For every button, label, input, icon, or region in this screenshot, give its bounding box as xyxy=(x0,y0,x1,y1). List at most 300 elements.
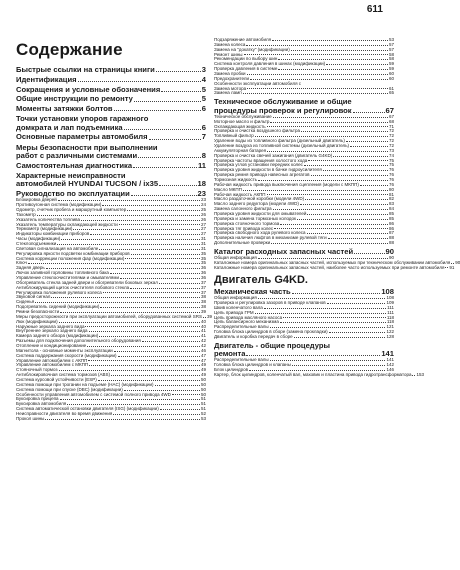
toc-leader-dots xyxy=(267,126,388,127)
toc-entry[interactable] xyxy=(214,241,394,246)
toc-entry-title: Удаление воды из топливного фильтра (дизельный двигатель) xyxy=(214,138,345,144)
toc-leader-dots xyxy=(243,93,388,94)
toc-leader-dots xyxy=(354,253,384,254)
toc-entry-page: 38 xyxy=(200,299,206,305)
toc-entry-title: Проверка стояночного тормоза xyxy=(214,220,280,226)
toc-entry-title-line1: Характерные неисправности xyxy=(16,170,126,180)
toc-entry-title: работ с различными системами xyxy=(16,150,138,160)
toc-leader-dots xyxy=(273,117,388,118)
toc-leader-dots xyxy=(304,165,388,166)
toc-entry-title: Блокировка дверей xyxy=(16,197,57,203)
toc-entry-title: Замена на "докатку" (модификации) xyxy=(214,46,290,52)
toc-leader-dots xyxy=(247,88,388,89)
toc-entry-title: Замена пробки xyxy=(214,71,246,77)
toc-entry-title: Картер, блок цилиндров, коленчатый вал, маховик и пластина привода гидротрансформатора xyxy=(214,372,412,378)
toc-entry-page: 88 xyxy=(388,240,394,246)
toc-leader-dots xyxy=(264,308,386,309)
toc-entry-title: домкрата и лап подъемника xyxy=(16,122,123,132)
toc-entry-page: 75 xyxy=(388,162,394,168)
toc-entry-title: Тормозная жидкость xyxy=(214,177,258,183)
toc-leader-dots xyxy=(360,185,388,186)
toc-entry-page: 51 xyxy=(200,406,206,412)
toc-entry-page: 50 xyxy=(200,381,206,387)
toc-entry-title: Проверка и регулировка зазоров в приводе клапанов xyxy=(214,300,326,306)
toc-entry-title: Особенности эксплуатации автомобиля с xyxy=(214,80,302,86)
toc-leader-dots xyxy=(110,273,200,274)
toc-leader-dots xyxy=(267,151,388,152)
toc-entry-page: 72 xyxy=(388,143,394,148)
toc-leader-dots xyxy=(308,160,388,161)
toc-leader-dots xyxy=(125,258,200,259)
toc-entry-title: Проверка уровня жидкости в бачке гидроусилителя xyxy=(214,167,322,173)
toc-entry-title: Буксировка автомобиля xyxy=(16,401,67,407)
toc-leader-dots xyxy=(326,64,388,65)
toc-entry[interactable] xyxy=(16,66,206,74)
toc-leader-dots xyxy=(119,224,200,225)
toc-leader-dots xyxy=(243,190,388,191)
toc-leader-dots xyxy=(159,283,200,284)
toc-leader-dots xyxy=(294,337,386,338)
toc-entry-title: Проверка ремня привода навесных агрегатов xyxy=(214,172,310,178)
toc-leader-dots xyxy=(278,69,388,70)
toc-entry-page: 75 xyxy=(388,157,394,163)
toc-entry-title: Регулировка яркости подсветки комбинации приборов xyxy=(16,250,130,256)
toc-entry-page: 50 xyxy=(200,391,206,397)
toc-entry-title: Моторное масло и фильтр xyxy=(214,118,270,124)
toc-entry[interactable] xyxy=(16,105,206,113)
toc-left-column xyxy=(16,26,212,422)
toc-entry-page: 7 xyxy=(201,132,206,142)
toc-entry[interactable] xyxy=(214,98,394,115)
toc-leader-dots xyxy=(323,170,388,171)
toc-entry-title: Каталожные номера оригинальных запасных частей, используемых при техническом обслуживании автомобиля xyxy=(214,259,451,265)
toc-entry-page: 40 xyxy=(200,323,206,329)
toc-leader-dots xyxy=(247,74,388,75)
toc-entry-page: 41 xyxy=(200,328,206,334)
toc-leader-dots xyxy=(89,331,200,332)
toc-entry-page: 86 xyxy=(388,225,394,231)
toc-entry-page: 23 xyxy=(197,189,206,199)
toc-leader-dots xyxy=(280,322,386,323)
toc-leader-dots xyxy=(255,313,387,314)
toc-entry-title: Каталожные номера оригинальных запасных частей, наиболее часто используемых при ремонте автомобиля xyxy=(214,264,445,270)
toc-entry-title: Система коррекции положения фар (модификации) xyxy=(16,255,125,261)
toc-entry-page: 109 xyxy=(386,300,394,306)
toc-entry-title: Рекомендации по выбору шин xyxy=(214,56,278,62)
toc-entry-title: Подогреватель сидений (модификации) xyxy=(16,304,100,310)
toc-leader-dots xyxy=(103,292,200,293)
toc-entry[interactable] xyxy=(214,335,394,340)
toc-leader-dots xyxy=(249,370,385,371)
toc-leader-dots xyxy=(60,399,200,400)
toc-entry-page: 6 xyxy=(201,104,206,114)
toc-entry-title: Ремни безопасности xyxy=(16,309,60,315)
toc-entry-title: Неисправности двигателя во время движения xyxy=(16,411,113,417)
toc-entry-title: Проверка свободного хода рулевого колеса xyxy=(214,230,306,236)
toc-entry-title: Удаление воздуха из топливной системы (дизельный двигатель) xyxy=(214,143,350,148)
toc-leader-dots xyxy=(37,215,200,216)
toc-entry-page: 26 xyxy=(200,216,206,222)
toc-right-list xyxy=(214,37,460,378)
toc-entry[interactable] xyxy=(16,417,206,422)
toc-entry-page: 74 xyxy=(388,152,394,158)
toc-entry-page: 51 xyxy=(200,396,206,402)
toc-leader-dots xyxy=(246,45,388,46)
toc-entry-title: Техническое обслуживание xyxy=(214,113,272,119)
toc-leader-dots xyxy=(28,263,200,264)
toc-entry-page: 36 xyxy=(200,270,206,276)
toc-leader-dots xyxy=(81,220,200,221)
toc-entry-page: 90 xyxy=(388,254,394,260)
toc-entry-title: Замена колеса xyxy=(214,41,246,47)
toc-entry-title: Обогреватель стекла задней двери и обогреватели боковых зеркал xyxy=(16,279,158,285)
toc-entry-page: 27 xyxy=(200,231,206,237)
toc-leader-dots xyxy=(250,79,388,80)
toc-leader-dots xyxy=(118,356,200,357)
toc-entry-page: 76 xyxy=(388,181,394,187)
toc-entry-page: 76 xyxy=(388,172,394,178)
toc-entry-page: 52 xyxy=(200,411,206,417)
toc-entry[interactable] xyxy=(16,86,206,94)
toc-entry-title: Антиблокирующий щиток очистителя лобового стекла xyxy=(16,284,130,290)
toc-entry-page: 27 xyxy=(200,221,206,227)
toc-leader-dots xyxy=(311,175,388,176)
toc-entry-title: Система поддержания скорости (модификации) xyxy=(16,352,117,358)
toc-entry-page: 53 xyxy=(388,37,394,42)
toc-entry-title: Звуковой сигнал xyxy=(16,294,51,300)
toc-entry[interactable] xyxy=(16,133,206,141)
toc-leader-dots xyxy=(131,254,200,255)
toc-entry-title: Проверка тяг привода колес xyxy=(214,225,274,231)
toc-leader-dots xyxy=(297,219,388,220)
toc-entry-page: 118 xyxy=(386,314,394,320)
toc-entry-page: 108 xyxy=(381,287,394,296)
toc-entry-page: 111 xyxy=(387,309,394,315)
toc-entry-title: Одометр, счетчик пробега и маршрутный компьютер xyxy=(16,206,127,212)
toc-entry-title: Стеклоподъемники xyxy=(16,240,57,246)
toc-entry[interactable] xyxy=(214,91,394,96)
toc-entry-title: Термометр (модификации) xyxy=(16,226,73,232)
toc-entry-title: Масло раздаточной коробки (модели 4WD) xyxy=(214,196,305,202)
toc-leader-dots xyxy=(329,332,386,333)
toc-entry-page: 59 xyxy=(388,66,394,72)
toc-entry-title: Противоугонная система (модификации) xyxy=(16,202,102,208)
toc-leader-dots xyxy=(114,351,200,352)
toc-leader-dots xyxy=(159,185,196,186)
toc-leader-dots xyxy=(35,302,200,303)
toc-entry-page: 67 xyxy=(388,113,394,119)
toc-leader-dots xyxy=(328,238,388,239)
toc-entry-page: 35 xyxy=(200,260,206,266)
toc-entry-title: Наружные зеркала заднего вида xyxy=(16,323,85,329)
toc-entry-page: 142 xyxy=(386,362,394,368)
toc-entry-page: 85 xyxy=(388,211,394,217)
toc-leader-dots xyxy=(280,224,388,225)
toc-entry-page: 3 xyxy=(201,65,206,74)
toc-leader-dots xyxy=(270,327,386,328)
toc-entry-title: Магнитола - основные моменты эксплуатации xyxy=(16,347,113,353)
toc-entry-title: Механическая часть xyxy=(214,287,291,296)
toc-entry-page: 27 xyxy=(200,226,206,232)
toc-entry-page: 5 xyxy=(201,84,206,94)
toc-entry-title: Масло заднего редуктора (модели 4WD) xyxy=(214,201,299,207)
toc-entry-title: Управление автомобилем с МКПП xyxy=(16,362,89,368)
toc-entry-title: Дополнительные проверки xyxy=(214,240,271,246)
toc-entry-page: 141 xyxy=(386,357,394,363)
toc-entry-page: 41 xyxy=(200,333,206,339)
toc-entry-page: 68 xyxy=(388,118,394,124)
toc-left-list xyxy=(16,65,212,422)
toc-entry-page: 49 xyxy=(200,372,206,378)
toc-entry-title-line1: Точки установки упоров гаражного xyxy=(16,114,149,124)
toc-entry-page: 90 xyxy=(455,259,460,265)
toc-entry-page: 36 xyxy=(200,265,206,271)
toc-entry-title: Разъемы для подключения дополнительного оборудования xyxy=(16,338,141,344)
toc-entry-page: 11 xyxy=(197,160,206,170)
toc-leader-dots xyxy=(258,298,386,299)
toc-leader-dots xyxy=(59,322,200,323)
toc-entry-page: 36 xyxy=(200,275,206,280)
toc-entry-page: 65 xyxy=(388,90,394,96)
toc-leader-dots xyxy=(124,129,201,130)
toc-leader-dots xyxy=(114,110,201,111)
toc-entry-page: 67 xyxy=(385,105,394,115)
toc-entry-page: 111 xyxy=(387,304,394,310)
toc-entry-page: 50 xyxy=(200,386,206,392)
toc-entry[interactable] xyxy=(16,144,206,161)
toc-leader-dots xyxy=(300,204,388,205)
toc-leader-dots xyxy=(246,355,380,356)
toc-entry-title-line1: Техническое обслуживание и общие xyxy=(214,97,352,107)
toc-entry-title: Камера заднего обзора (модификации) xyxy=(16,333,99,339)
toc-leader-dots xyxy=(160,409,200,410)
toc-entry-title: Цепь привода масляного насоса xyxy=(214,314,283,320)
toc-leader-dots xyxy=(274,228,388,229)
toc-entry-page: 4 xyxy=(201,74,206,84)
toc-entry-page: 76 xyxy=(388,177,394,183)
toc-entry-title: Отопление и кондиционирование xyxy=(16,343,87,349)
toc-entry-page: 118 xyxy=(386,319,394,325)
toc-leader-dots xyxy=(46,268,200,269)
toc-entry-page: 84 xyxy=(388,206,394,212)
toc-entry[interactable] xyxy=(16,115,206,132)
toc-leader-dots xyxy=(161,91,201,92)
toc-entry-title: Проверка частоты вращения холостого хода xyxy=(214,157,308,163)
toc-entry-title: Рабочая жидкость АКПП xyxy=(214,191,266,197)
toc-entry-page: 31 xyxy=(200,236,206,242)
toc-entry-page: 83 xyxy=(388,201,394,207)
toc-entry-page: 57 xyxy=(388,46,394,52)
toc-leader-dots xyxy=(412,375,415,376)
toc-entry-title: Замена ламп xyxy=(214,90,242,96)
toc-entry-page: 37 xyxy=(200,289,206,295)
toc-entry-page: 49 xyxy=(200,362,206,368)
toc-entry-title: Цепь привода ГРМ xyxy=(214,309,254,315)
toc-leader-dots xyxy=(85,326,200,327)
toc-entry-page: 58 xyxy=(388,56,394,62)
toc-entry-page: 85 xyxy=(388,215,394,221)
toc-leader-dots xyxy=(156,71,201,72)
toc-entry-page: 31 xyxy=(200,240,206,246)
toc-entry-page: 35 xyxy=(200,255,206,261)
toc-leader-dots xyxy=(99,336,200,337)
toc-entry-page: 86 xyxy=(388,220,394,226)
toc-entry-title: Каталог расходных запасных частей xyxy=(214,246,354,256)
toc-leader-dots xyxy=(45,419,200,420)
toc-leader-dots xyxy=(73,229,200,230)
toc-entry-title: Масло МКПП xyxy=(214,186,242,192)
toc-entry-title: Управление стеклоочистителями и омывателями xyxy=(16,275,119,280)
toc-entry-title: Охлаждающая жидкость xyxy=(214,123,266,129)
toc-entry-title: Общая информация xyxy=(214,254,257,260)
toc-entry-title: Идентификация xyxy=(16,74,77,84)
toc-entry-title: Система контроля давления в шинах (модификации) xyxy=(214,61,326,67)
toc-leader-dots xyxy=(305,199,388,200)
toc-entry-page: 59 xyxy=(388,61,394,67)
toc-leader-dots xyxy=(292,293,381,294)
toc-leader-dots xyxy=(327,303,386,304)
toc-entry-title: Цепь балансирного механизма xyxy=(214,319,279,325)
toc-entry-title: Меры предосторожности при эксплуатации автомобилей, оборудованных системой SRS xyxy=(16,313,202,319)
toc-entry-title: Ключ xyxy=(16,260,27,266)
toc-entry-title: Проверка и замена тормозных колодок xyxy=(214,215,297,221)
toc-entry-title: Лючок заливной горловины топливного бака xyxy=(16,270,109,276)
toc-entry-title: Световая сигнализация на автомобиле xyxy=(16,245,99,251)
toc-leader-dots xyxy=(120,278,200,279)
toc-leader-dots xyxy=(87,346,200,347)
toc-entry-page: 91 xyxy=(449,264,455,270)
toc-leader-dots xyxy=(100,307,200,308)
toc-leader-dots xyxy=(272,40,388,41)
toc-leader-dots xyxy=(203,317,206,318)
toc-entry[interactable] xyxy=(214,264,455,271)
toc-entry-page: 87 xyxy=(388,230,394,236)
toc-entry-page: 80 xyxy=(388,186,394,192)
toc-entry-page: 146 xyxy=(386,367,394,373)
toc-entry[interactable] xyxy=(214,342,394,359)
toc-entry-title: Блок цилиндров xyxy=(214,367,249,373)
toc-entry-title: Проверка наличия люфтов в механизме рулевой тяги xyxy=(214,235,327,241)
toc-entry-title: Буксировка прицепа xyxy=(16,396,59,402)
toc-leader-dots xyxy=(155,385,200,386)
toc-entry-title: Замена мотора xyxy=(214,85,247,91)
toc-entry[interactable] xyxy=(16,95,206,103)
toc-entry-title: Моменты затяжки болтов xyxy=(16,104,113,114)
toc-leader-dots xyxy=(78,81,201,82)
toc-entry-title: Головка блока цилиндров и клапаны xyxy=(214,362,291,368)
toc-leader-dots xyxy=(244,54,388,55)
toc-entry-page: 18 xyxy=(197,179,206,189)
toc-entry-page: 5 xyxy=(201,94,206,104)
toc-leader-dots xyxy=(134,101,201,102)
toc-entry-page: 128 xyxy=(386,334,394,340)
toc-leader-dots xyxy=(292,365,386,366)
toc-leader-dots xyxy=(88,360,200,361)
toc-entry-title: Указатель температуры охлаждающей жидкости xyxy=(16,221,118,227)
toc-entry-page: 37 xyxy=(200,284,206,290)
toc-entry-page: 24 xyxy=(200,202,206,208)
toc-leader-dots xyxy=(307,214,388,215)
toc-entry[interactable] xyxy=(16,162,206,170)
toc-leader-dots xyxy=(138,157,201,158)
toc-leader-dots xyxy=(142,341,200,342)
page-title: Содержание xyxy=(16,40,123,59)
toc-entry-page: 40 xyxy=(200,318,206,324)
toc-entry-title: Система помощи при спуске (DBC) (модификации) xyxy=(16,386,123,392)
toc-entry-title: Проверка и очистка свечей зажигания (двигатель G4KD) xyxy=(214,152,333,158)
toc-entry-page: 39 xyxy=(200,309,206,315)
toc-leader-dots xyxy=(451,263,454,264)
toc-entry-title: Основные параметры автомобиля xyxy=(16,132,148,142)
toc-leader-dots xyxy=(258,258,388,259)
toc-entry[interactable] xyxy=(16,76,206,84)
toc-entry-title: Ремонт шины xyxy=(214,51,243,57)
toc-entry-page: 53 xyxy=(200,415,206,421)
toc-entry-page: 121 xyxy=(386,324,394,330)
toc-entry-title: Подзаряжение автомобиля xyxy=(214,37,272,42)
toc-leader-dots xyxy=(61,239,200,240)
toc-entry-page: 51 xyxy=(200,401,206,407)
toc-entry-page: 49 xyxy=(200,367,206,373)
toc-entry-title: Самостоятельная диагностика xyxy=(16,160,133,170)
toc-leader-dots xyxy=(445,267,448,268)
toc-entry-page: 47 xyxy=(200,357,206,363)
toc-entry-title: Система курсовой устойчивости (ESP) xyxy=(16,377,97,383)
toc-leader-dots xyxy=(60,312,200,313)
toc-entry-title: Проверка уровня жидкости для омывателей xyxy=(214,211,307,217)
toc-entry-page: 88 xyxy=(388,235,394,241)
toc-entry-title: процедуры проверок и регулировок xyxy=(214,105,352,115)
toc-leader-dots xyxy=(89,365,200,366)
toc-leader-dots xyxy=(255,136,388,137)
toc-leader-dots xyxy=(127,210,200,211)
toc-leader-dots xyxy=(131,195,197,196)
toc-entry-page: 8 xyxy=(201,150,206,160)
toc-leader-dots xyxy=(57,244,200,245)
toc-leader-dots xyxy=(346,141,388,142)
toc-entry-title: Система помощи при трогании на подъеме (HAC) (модификации) xyxy=(16,381,154,387)
toc-leader-dots xyxy=(291,50,388,51)
toc-entry-title: Рабочая жидкость привода выключения сцепления (модели с МКПП) xyxy=(214,181,359,187)
toc-entry-title: Часы (модификации) xyxy=(16,236,61,242)
toc-entry-page: 42 xyxy=(200,338,206,344)
toc-entry-page: 108 xyxy=(386,295,394,301)
toc-entry-title: Общие инструкции по ремонту xyxy=(16,94,133,104)
toc-entry-title-line1: Двигатель - общие процедуры xyxy=(214,340,330,350)
toc-entry-page: 153 xyxy=(416,372,424,378)
toc-entry-page: 57 xyxy=(388,41,394,47)
toc-entry-title: Система автоматической остановки двигателя (ISG) (модификации) xyxy=(16,406,159,412)
toc-entry-title: ремонта xyxy=(214,349,246,359)
toc-entry-title: Замена салонного фильтра xyxy=(214,206,272,212)
toc-entry[interactable] xyxy=(214,372,424,378)
toc-entry-title: Антиблокировочная система тормозов (ABS) xyxy=(16,372,110,378)
toc-leader-dots xyxy=(333,156,388,157)
toc-leader-dots xyxy=(133,167,197,168)
toc-entry-title: Распределительные валы xyxy=(214,357,269,363)
toc-entry-page: 81 xyxy=(388,191,394,197)
toc-entry-page: 122 xyxy=(386,329,394,335)
toc-entry-title: Общая информация xyxy=(214,295,257,301)
toc-leader-dots xyxy=(130,288,200,289)
toc-entry[interactable] xyxy=(16,172,206,189)
toc-leader-dots xyxy=(149,139,201,140)
toc-entry-title: Шкив коленчатого вала xyxy=(214,304,263,310)
toc-leader-dots xyxy=(111,375,200,376)
toc-entry-title: Люк (модификации) xyxy=(16,318,58,324)
toc-leader-dots xyxy=(301,131,388,132)
toc-leader-dots xyxy=(51,297,200,298)
